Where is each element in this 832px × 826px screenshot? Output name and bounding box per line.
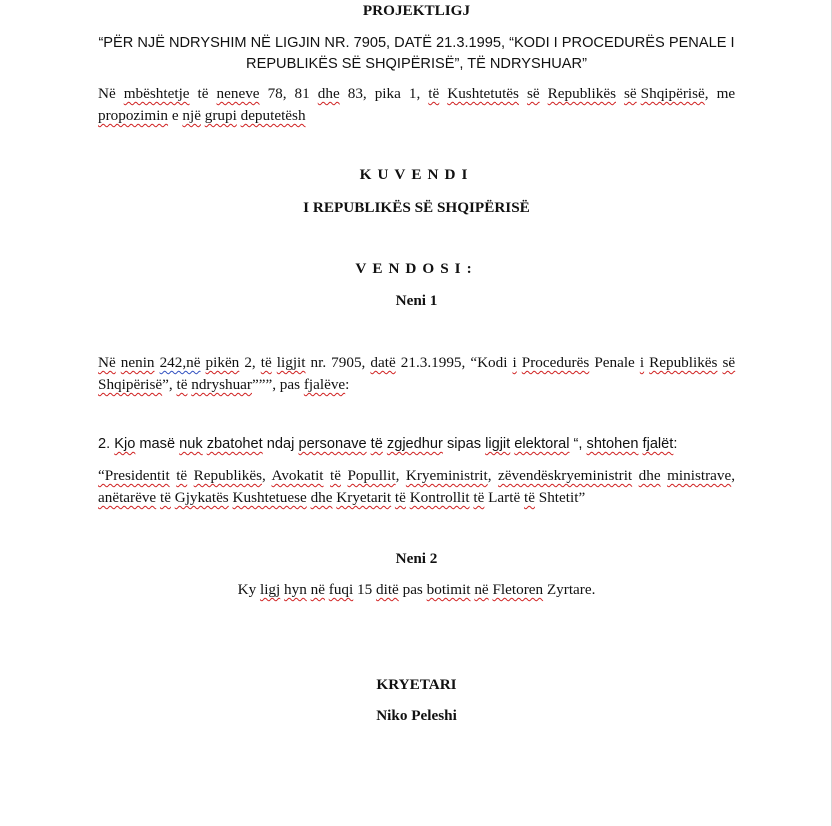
article-1-point bbox=[98, 433, 735, 455]
signatory-role: KRYETARI bbox=[376, 676, 457, 693]
insert-text: , bbox=[395, 467, 400, 484]
article-word: Republikës bbox=[649, 354, 718, 371]
article-text: Penale bbox=[594, 354, 635, 371]
preamble-word: së bbox=[624, 85, 637, 102]
preamble-word: deputetësh bbox=[240, 107, 306, 124]
preamble-text: , me bbox=[704, 85, 736, 102]
article-2-word: Ky bbox=[237, 581, 257, 598]
preamble-word: një bbox=[182, 107, 201, 124]
preamble-word: propozimin bbox=[98, 107, 169, 124]
article-2-word: Fletoren bbox=[492, 581, 544, 598]
point-word: të bbox=[370, 436, 383, 452]
article-2-word: Zyrtare. bbox=[546, 581, 596, 598]
article-1-heading: Neni 1 bbox=[395, 292, 438, 309]
point-word: nuk bbox=[179, 436, 203, 452]
point-text: 2. bbox=[98, 436, 111, 452]
preamble-word: Republikës bbox=[547, 85, 616, 102]
preamble-word: dhe bbox=[317, 85, 340, 102]
preamble-word: grupi bbox=[204, 107, 237, 124]
preamble-text: të bbox=[197, 85, 209, 102]
article-word: ndryshuar bbox=[191, 376, 252, 393]
article-text: ”, bbox=[162, 376, 173, 393]
insert-word: dhe bbox=[310, 489, 333, 506]
insert-word: Avokatit bbox=[271, 467, 324, 484]
point-text: ndaj bbox=[266, 436, 295, 452]
insert-word: Gjykatës bbox=[174, 489, 229, 506]
article-2-word: ditë bbox=[376, 581, 399, 598]
document-title: PROJEKTLIGJ bbox=[362, 2, 471, 19]
article-word: i bbox=[512, 354, 517, 371]
insert-text: , bbox=[262, 467, 266, 484]
preamble-text: e bbox=[171, 107, 179, 124]
preamble-word: Kushtetutës bbox=[447, 85, 519, 102]
article-word: datë bbox=[370, 354, 396, 371]
article-word: Shqipërisë bbox=[98, 376, 163, 393]
article-word: të bbox=[176, 376, 188, 393]
article-2-word: fuqi bbox=[328, 581, 354, 598]
article-2-word: 15 bbox=[357, 581, 373, 598]
preamble-text: 83, pika 1, bbox=[347, 85, 421, 102]
insert-text: Shtetit bbox=[538, 489, 579, 506]
article-text: : bbox=[345, 376, 350, 393]
article-word: Në bbox=[98, 354, 116, 371]
insert-word: Kushtetuese bbox=[232, 489, 307, 506]
decides-heading: VENDOSI: bbox=[355, 260, 478, 277]
insert-word: Kryeministrit bbox=[405, 467, 488, 484]
insert-word: të bbox=[524, 489, 535, 506]
article-text: 21.3.1995, “Kodi bbox=[400, 354, 508, 371]
point-word: zgjedhur bbox=[386, 436, 443, 452]
point-word: personave bbox=[298, 436, 367, 452]
insert-text: Lartë bbox=[488, 489, 521, 506]
preamble-text: 78, 81 bbox=[267, 85, 310, 102]
insert-word: të bbox=[394, 489, 406, 506]
article-word: të bbox=[260, 354, 272, 371]
point-word: ligjit bbox=[485, 436, 511, 452]
signatory-name: Niko Peleshi bbox=[376, 707, 457, 724]
insert-word: të bbox=[473, 489, 485, 506]
insert-word: zëvendëskryeministrit bbox=[498, 467, 633, 484]
point-word: shtohen bbox=[586, 436, 639, 452]
preamble-word: mbështetje bbox=[123, 85, 190, 102]
article-word: 242,në bbox=[159, 354, 201, 371]
point-word: fjalët bbox=[642, 436, 674, 452]
article-word: i bbox=[639, 354, 645, 371]
insert-word: të bbox=[176, 467, 188, 484]
insert-text: ” bbox=[578, 489, 586, 506]
article-2-word: pas bbox=[402, 581, 423, 598]
insert-word: të bbox=[330, 467, 341, 484]
insert-word: ministrave bbox=[667, 467, 732, 484]
preamble-word: së bbox=[526, 85, 540, 102]
law-title: “PËR NJË NDRYSHIM NË LIGJIN NR. 7905, DATË 21.3.1995, “KODI I PROCEDURËS PENALE I REPUBLIKËS SË SHQIPËRISË”, TË NDRYSHUAR” bbox=[98, 35, 735, 72]
article-2-word: ligj bbox=[259, 581, 281, 598]
article-word: nenin bbox=[120, 354, 155, 371]
preamble-word: neneve bbox=[216, 85, 260, 102]
point-word: Kjo bbox=[114, 436, 136, 452]
point-text: : bbox=[673, 436, 678, 452]
article-2-word: në bbox=[310, 581, 325, 598]
article-2-heading: Neni 2 bbox=[395, 550, 438, 567]
article-text: nr. 7905, bbox=[310, 354, 366, 371]
point-word: elektoral bbox=[514, 436, 570, 452]
point-text: masë bbox=[139, 436, 176, 452]
insert-word: “Presidentit bbox=[98, 467, 170, 484]
insert-word: Kryetarit bbox=[336, 489, 392, 506]
insert-word: të bbox=[159, 489, 171, 506]
article-text: 2, bbox=[244, 354, 256, 371]
point-text: sipas bbox=[446, 436, 482, 452]
article-text: ”””, pas bbox=[251, 376, 301, 393]
article-2-word: hyn bbox=[284, 581, 307, 598]
article-2-word: botimit bbox=[426, 581, 471, 598]
insert-word: Kontrollit bbox=[409, 489, 470, 506]
article-2-word: në bbox=[474, 581, 489, 598]
insert-word: dhe bbox=[638, 467, 661, 484]
article-word: së bbox=[722, 354, 736, 371]
article-1-insert bbox=[98, 465, 735, 509]
insert-word: Popullit bbox=[347, 467, 396, 484]
insert-text: , bbox=[731, 467, 735, 484]
preamble-word: të bbox=[428, 85, 440, 102]
insert-text: , bbox=[487, 467, 492, 484]
article-word: pikën bbox=[205, 354, 240, 371]
point-text: “, bbox=[573, 436, 583, 452]
insert-word: Republikës bbox=[193, 467, 263, 484]
preamble-text: Në bbox=[98, 85, 116, 102]
article-word: fjalëve bbox=[303, 376, 346, 393]
insert-word: anëtarëve bbox=[98, 489, 157, 506]
preamble-word: Shqipërisë bbox=[640, 85, 705, 102]
preamble-paragraph bbox=[98, 83, 735, 127]
assembly-heading: KUVENDI bbox=[359, 166, 474, 183]
article-1-intro bbox=[98, 352, 735, 396]
article-2-text bbox=[98, 581, 735, 599]
assembly-subheading: I REPUBLIKËS SË SHQIPËRISË bbox=[303, 199, 530, 216]
article-word: Procedurës bbox=[521, 354, 590, 371]
point-word: zbatohet bbox=[206, 436, 263, 452]
article-word: ligjit bbox=[276, 354, 306, 371]
